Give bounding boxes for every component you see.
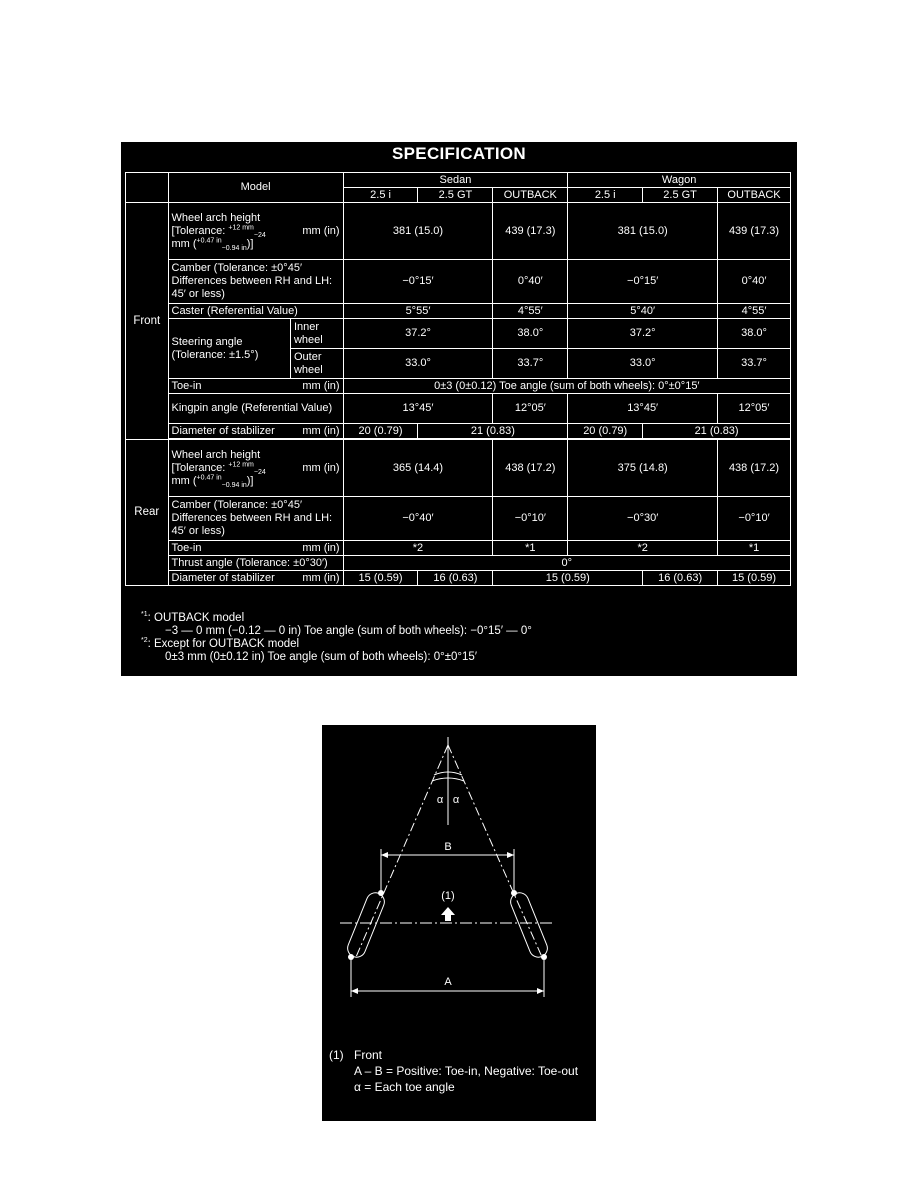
toe-diagram xyxy=(322,725,596,1045)
wah-tol-in: mm ($^{+0.47 in}_{-0.94 in}$)] xyxy=(171,473,254,489)
value-cell: 439 (17.3) xyxy=(493,203,568,260)
footnote-1-text: −3 — 0 mm (−0.12 — 0 in) Toe angle (sum of both wheels): −0°15′ — 0° xyxy=(165,625,532,637)
spec-overlay xyxy=(121,142,797,676)
diagram-legend xyxy=(329,1047,578,1095)
left-wheel-front-point xyxy=(378,890,384,896)
value-cell: 21 (0.83) xyxy=(418,424,568,439)
b-label: B xyxy=(444,841,452,853)
value-cell: 439 (17.3) xyxy=(718,203,791,260)
value-cell: 4°55′ xyxy=(718,304,791,319)
value-cell: −0°10′ xyxy=(718,497,791,541)
value-cell: 33.7° xyxy=(493,349,568,379)
wah-tol-in: mm ($^{+0.47 in}_{-0.94 in}$)] xyxy=(171,236,254,252)
front-marker-label: (1) xyxy=(441,890,455,902)
value-cell: 37.2° xyxy=(568,319,718,349)
sub-header: 2.5 GT xyxy=(418,188,493,203)
wah-tol-part: [Tolerance: $^{+12 mm}_{-24}$ xyxy=(171,223,266,239)
sub-header: 2.5 i xyxy=(568,188,643,203)
b-arrow-left xyxy=(381,852,388,858)
value-cell: 15 (0.59) xyxy=(718,571,791,586)
wah-tolerance-line xyxy=(172,462,340,475)
left-wheel-rear-point xyxy=(348,954,354,960)
front-wheel-arch-label xyxy=(168,203,343,260)
value-cell: *2 xyxy=(343,541,493,556)
value-cell: 4°55′ xyxy=(493,304,568,319)
steering-angle-label: Steering angle (Tolerance: ±1.5°) xyxy=(168,319,290,379)
value-cell: 13°45′ xyxy=(568,394,718,424)
value-cell: 15 (0.59) xyxy=(343,571,418,586)
sub-header: OUTBACK xyxy=(718,188,791,203)
rear-stabilizer-label: Diameter of stabilizer mm (in) xyxy=(168,571,343,586)
value-cell: 365 (14.4) xyxy=(343,440,493,497)
left-wheel-axis xyxy=(356,745,448,957)
wah-tol-part: [Tolerance: $^{+12 mm}_{-24}$ xyxy=(171,460,266,476)
sub-header: 2.5 GT xyxy=(643,188,718,203)
value-cell: 37.2° xyxy=(343,319,493,349)
front-section-label: Front xyxy=(126,203,169,440)
model-header: Model xyxy=(168,173,343,203)
footnote-2-text: 0±3 mm (0±0.12 in) Toe angle (sum of both wheels): 0°±0°15′ xyxy=(165,651,477,663)
right-wheel-axis xyxy=(448,745,542,957)
value-cell: 16 (0.63) xyxy=(418,571,493,586)
right-wheel-rear-point xyxy=(541,954,547,960)
alpha-left-label: α xyxy=(436,794,444,806)
rear-wheel-arch-label xyxy=(168,440,343,497)
legend-front: Front xyxy=(354,1048,383,1062)
sub-header: OUTBACK xyxy=(493,188,568,203)
sub-header: 2.5 i xyxy=(343,188,418,203)
value-cell: 5°55′ xyxy=(343,304,493,319)
sedan-header: Sedan xyxy=(343,173,568,188)
thrust-angle-label: Thrust angle (Tolerance: ±0°30′) xyxy=(168,556,343,571)
rear-section-label: Rear xyxy=(126,440,169,586)
left-wheel xyxy=(345,890,387,960)
value-cell: 16 (0.63) xyxy=(643,571,718,586)
inner-wheel-label: Inner wheel xyxy=(290,319,343,349)
spec-table-body xyxy=(125,172,791,586)
specification-title: SPECIFICATION xyxy=(392,144,526,163)
front-toein-label: Toe-in mm (in) xyxy=(168,379,343,394)
value-cell: −0°10′ xyxy=(493,497,568,541)
value-cell: 12°05′ xyxy=(493,394,568,424)
value-cell: 38.0° xyxy=(493,319,568,349)
value-cell: *1 xyxy=(718,541,791,556)
footnote-1-title: $^{*1}$: OUTBACK model xyxy=(141,611,245,624)
value-cell: −0°30′ xyxy=(568,497,718,541)
value-cell: −0°15′ xyxy=(343,260,493,304)
value-cell: 381 (15.0) xyxy=(343,203,493,260)
a-arrow-left xyxy=(351,988,358,994)
value-cell: 5°40′ xyxy=(568,304,718,319)
caster-label: Caster (Referential Value) xyxy=(168,304,343,319)
legend-line-2: A – B = Positive: Toe-in, Negative: Toe-out xyxy=(354,1064,579,1078)
corner-cell xyxy=(126,173,169,203)
rear-toein-label: Toe-in mm (in) xyxy=(168,541,343,556)
wah-tolerance-line xyxy=(172,225,340,238)
b-arrow-right xyxy=(507,852,514,858)
outer-wheel-label: Outer wheel xyxy=(290,349,343,379)
value-cell: 38.0° xyxy=(718,319,791,349)
a-arrow-right xyxy=(537,988,544,994)
value-cell: 20 (0.79) xyxy=(568,424,643,439)
value-cell: −0°40′ xyxy=(343,497,493,541)
right-wheel-front-point xyxy=(511,890,517,896)
toe-diagram-panel xyxy=(322,725,596,1121)
right-wheel xyxy=(508,890,550,960)
value-cell: 438 (17.2) xyxy=(493,440,568,497)
value-cell: 0°40′ xyxy=(718,260,791,304)
value-cell: 375 (14.8) xyxy=(568,440,718,497)
value-cell: 20 (0.79) xyxy=(343,424,418,439)
wagon-header: Wagon xyxy=(568,173,791,188)
alpha-right-label: α xyxy=(452,794,460,806)
value-cell: 438 (17.2) xyxy=(718,440,791,497)
value-cell: 33.0° xyxy=(343,349,493,379)
legend-row-1 xyxy=(329,1047,578,1063)
rear-camber-label: Camber (Tolerance: ±0°45′ Differences between RH and LH: 45′ or less) xyxy=(168,497,343,541)
value-cell: 381 (15.0) xyxy=(568,203,718,260)
front-direction-arrow xyxy=(441,907,455,921)
footnote-2-title: $^{*2}$: Except for OUTBACK model xyxy=(141,637,300,650)
value-cell: −0°15′ xyxy=(568,260,718,304)
value-cell: 33.7° xyxy=(718,349,791,379)
legend-number: (1) xyxy=(329,1048,344,1062)
wah-unit: mm (in) xyxy=(302,461,340,474)
kingpin-label: Kingpin angle (Referential Value) xyxy=(168,394,343,424)
front-stabilizer-label: Diameter of stabilizer mm (in) xyxy=(168,424,343,439)
value-cell: 0°40′ xyxy=(493,260,568,304)
a-label: A xyxy=(444,976,452,988)
wah-title: Wheel arch height xyxy=(171,211,261,224)
value-cell: 12°05′ xyxy=(718,394,791,424)
wah-unit: mm (in) xyxy=(302,224,340,237)
value-cell: 33.0° xyxy=(568,349,718,379)
legend-line-3: α = Each toe angle xyxy=(354,1080,455,1094)
spec-footnotes xyxy=(141,612,532,664)
front-camber-label: Camber (Tolerance: ±0°45′ Differences between RH and LH: 45′ or less) xyxy=(168,260,343,304)
wah-title: Wheel arch height xyxy=(171,448,261,461)
thrust-angle-value: 0° xyxy=(343,556,790,571)
value-cell: 15 (0.59) xyxy=(493,571,643,586)
value-cell: 13°45′ xyxy=(343,394,493,424)
value-cell: *1 xyxy=(493,541,568,556)
value-cell: 21 (0.83) xyxy=(643,424,791,439)
front-toein-value: 0±3 (0±0.12) Toe angle (sum of both wheels): 0°±0°15′ xyxy=(343,379,790,394)
value-cell: *2 xyxy=(568,541,718,556)
